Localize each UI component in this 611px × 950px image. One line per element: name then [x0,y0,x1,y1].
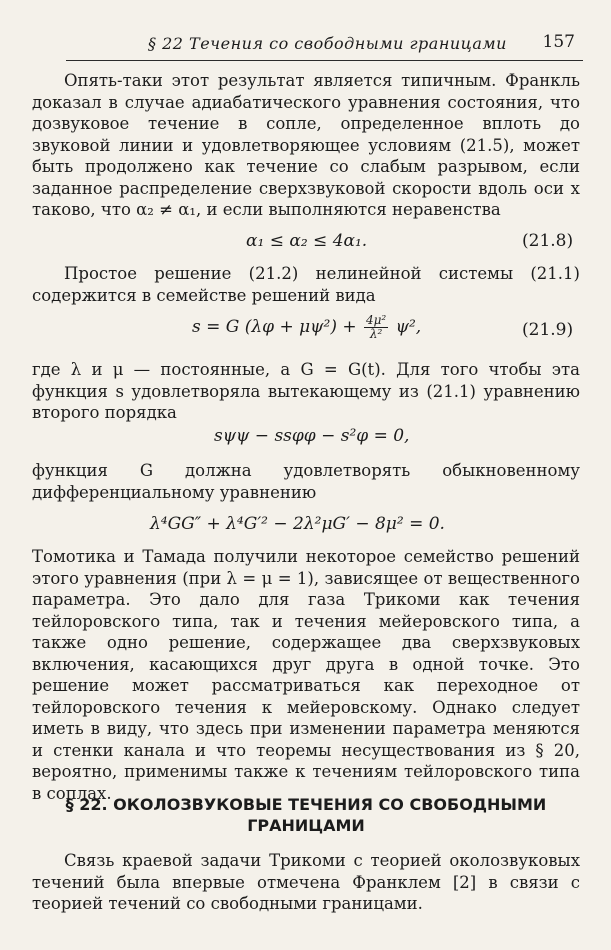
paragraph-frankl-result: Опять-таки этот результат является типичным. Франкль доказал в случае адиабатического уравнения состояния, что дозвуковое течение в сопле, определенное вплоть до звуковой линии и удовлетворяющее условиям (21.5), может быть продолжено как течение со слабым разрывом, если заданное распределение сверхзвуковой скорости вдоль оси x таково, что α₂ ≠ α₁, и если выполняются неравенства [32,71,580,219]
fraction-numerator: 4μ² [366,313,387,327]
paragraph-simple-solution: Простое решение (21.2) нелинейной системы (21.1) содержится в семействе решений вида [32,264,580,305]
equation-ode: λ⁴GG″ + λ⁴G′² − 2λ²μG′ − 8μ² = 0. [150,514,445,534]
paragraph-lambda-mu: где λ и μ — постоянные, а G = G(t). Для того чтобы эта функция s удовлетворяла вытекающему из (21.1) уравнению второго порядка [32,360,580,422]
equation-second-order: sψψ − ssφφ − s²φ = 0, [214,426,410,446]
equation-21-9-left: s = G (λφ + μψ²) + [192,317,362,337]
equation-21-9 [192,314,421,341]
paragraph-tomotika-tamada: Томотика и Тамада получили некоторое семейство решений этого уравнения (при λ = μ = 1), зависящее от вещественного параметра. Это дало для газа Трикоми как течения тейлоровского типа, так и течения мейеровского типа, а также одно решение, содержащее два сверхзвуковых включения, касающихся друг друга в одной точке. Это решение может рассматриваться как переходное от тейлоровского течения к мейеровскому. Однако следует иметь в виду, что здесь при изменении параметра меняются и стенки канала и что теоремы несуществования из § 20, вероятно, применимы также к течениям тейлоровского типа в соплах. [32,547,580,803]
running-header [66,30,583,61]
equation-21-9-right: ψ², [390,317,422,337]
equation-21-8: α₁ ≤ α₂ ≤ 4α₁. [246,231,368,251]
section-heading [32,794,580,836]
equation-21-9-fraction [364,314,388,341]
fraction-denominator: λ² [369,327,383,341]
paragraph-tricomi: Связь краевой задачи Трикоми с теорией околозвуковых течений была впервые отмечена Франклем [2] в связи с теорией течений со свободными границами. [32,851,580,913]
running-title: § 22 Течения со свободными границами [148,34,507,53]
page-number: 157 [542,32,575,52]
equation-21-9-number: (21.9) [522,320,574,340]
section-heading-line1: § 22. ОКОЛОЗВУКОВЫЕ ТЕЧЕНИЯ СО СВОБОДНЫМИ [65,795,547,814]
section-heading-line2: ГРАНИЦАМИ [247,816,365,835]
paragraph-function-g: функция G должна удовлетворять обыкновенному дифференциальному уравнению [32,461,580,502]
equation-21-8-number: (21.8) [522,231,574,251]
